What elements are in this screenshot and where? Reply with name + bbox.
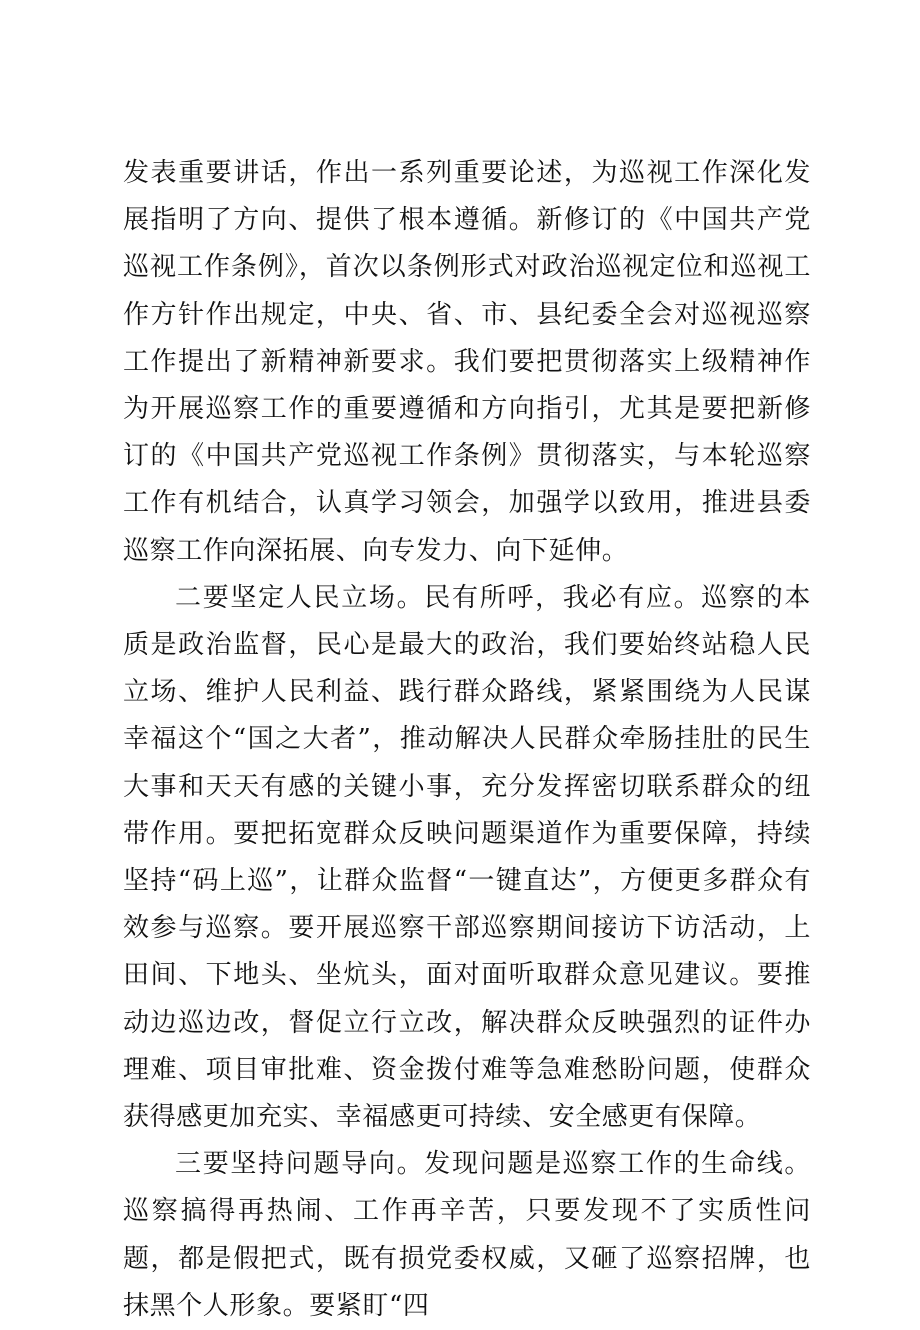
document-body — [123, 150, 811, 1330]
paragraph-1: 发表重要讲话，作出一系列重要论述，为巡视工作深化发展指明了方向、提供了根本遵循。新修订的《中国共产党巡视工作条例》，首次以条例形式对政治巡视定位和巡视工作方针作出规定，中央、省、市、县纪委全会对巡视巡察工作提出了新精神新要求。我们要把贯彻落实上级精神作为开展巡察工作的重要遵循和方向指引，尤其是要把新修订的《中国共产党巡视工作条例》贯彻落实，与本轮巡察工作有机结合，认真学习领会，加强学以致用，推进县委巡察工作向深拓展、向专发力、向下延伸。 — [123, 158, 811, 566]
paragraph-2: 二要坚定人民立场。民有所呼，我必有应。巡察的本质是政治监督，民心是最大的政治，我们要始终站稳人民立场、维护人民利益、践行群众路线，紧紧围绕为人民谋幸福这个“国之大者”，推动解决人民群众牵肠挂肚的民生大事和天天有感的关键小事，充分发挥密切联系群众的纽带作用。要把拓宽群众反映问题渠道作为重要保障，持续坚持“码上巡”，让群众监督“一键直达”，方便更多群众有效参与巡察。要开展巡察干部巡察期间接访下访活动，上田间、下地头、坐炕头，面对面听取群众意见建议。要推动边巡边改，督促立行立改，解决群众反映强烈的证件办理难、项目审批难、资金拨付难等急难愁盼问题，使群众获得感更加充实、幸福感更可持续、安全感更有保障。 — [123, 582, 811, 1133]
paragraph-3: 三要坚持问题导向。发现问题是巡察工作的生命线。巡察搞得再热闹、工作再辛苦，只要发现不了实质性问题，都是假把式，既有损党委权威，又砸了巡察招牌，也抹黑个人形象。要紧盯“四 — [123, 1149, 811, 1321]
